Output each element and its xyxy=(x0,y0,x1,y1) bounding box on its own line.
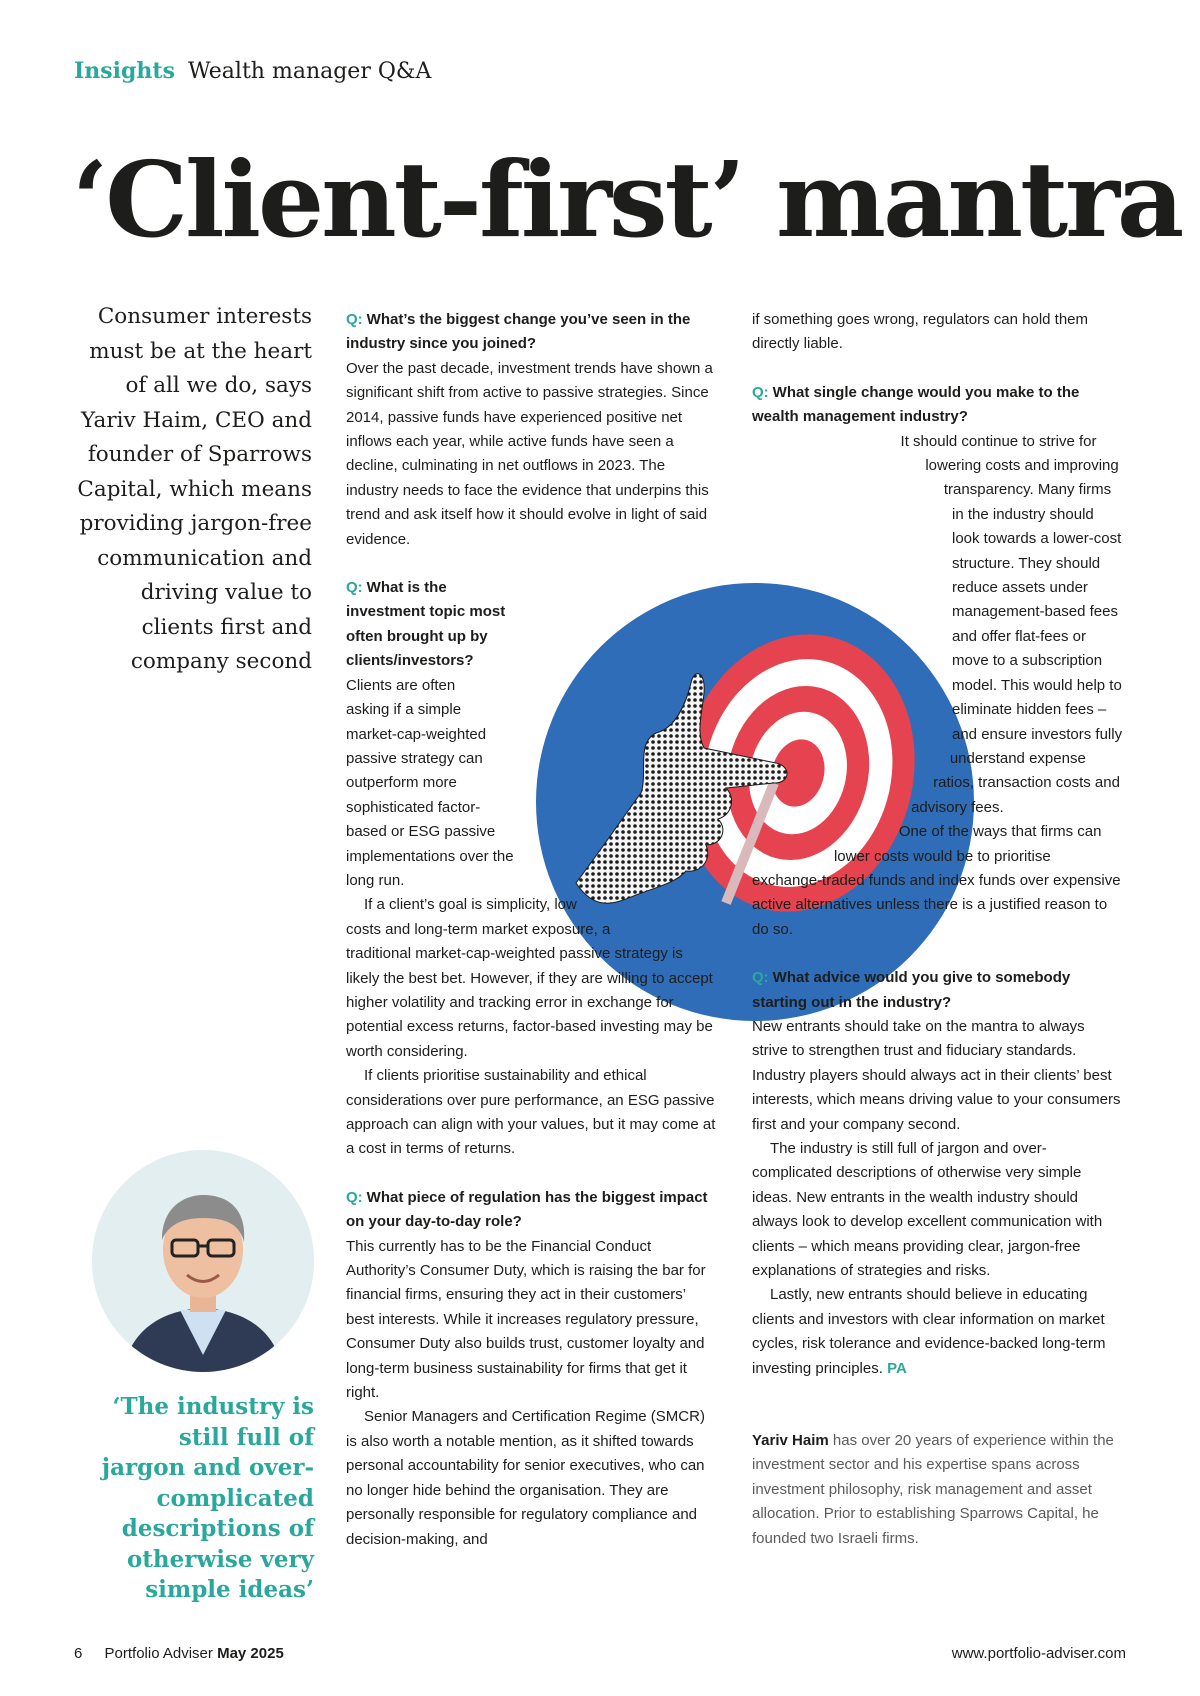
question-text: What piece of regulation has the biggest impact on your day-to-day role? xyxy=(346,1188,708,1231)
page-title: ‘Client-first’ mantra xyxy=(72,138,1182,261)
answer-paragraph: One of the ways that firms can lower costs would be to prioritise exchange-traded funds and index funds over expensive active alternatives unless there is a justified reason to do so. xyxy=(752,823,1121,938)
answer-paragraph: if something goes wrong, regulators can hold them directly liable. xyxy=(752,311,1089,353)
section-label: Insights xyxy=(74,58,175,84)
q-label: Q: xyxy=(346,1188,363,1206)
standfirst: Consumer interests must be at the heart of all we do, says Yariv Haim, CEO and founder of Sparrows Capital, which means providing jargon-free communication and driving value to clients first and company second xyxy=(77,304,312,674)
question-heading xyxy=(752,966,1124,1015)
page-number: 6 xyxy=(74,1645,83,1662)
q-label: Q: xyxy=(752,969,769,987)
article-column-right xyxy=(752,308,1124,1551)
publication-name: Portfolio Adviser xyxy=(104,1645,213,1662)
issue-date: May 2025 xyxy=(217,1645,284,1662)
answer-paragraph: New entrants should take on the mantra to always strive to strengthen trust and fiduciary standards. Industry players should always act in their clients’ best interests, which means driving value to your consumers first and your company second. xyxy=(752,1017,1121,1133)
answer-paragraph: Clients are often asking if a simple market-cap-weighted passive strategy can outperform more sophisticated factor-based or ESG passive implementations over the long run. xyxy=(346,676,514,889)
q-label: Q: xyxy=(752,383,769,401)
portrait-illustration xyxy=(92,1150,314,1372)
question-text: What single change would you make to the wealth management industry? xyxy=(752,383,1080,426)
answer-paragraph: The industry is still full of jargon and over-complicated descriptions of otherwise very simple ideas. New entrants in the wealth industry should always look to develop excellent communication with clients – which means providing clear, jargon-free explanations of strategies and risks. xyxy=(752,1140,1103,1280)
question-heading xyxy=(752,381,1124,430)
footer-url[interactable]: www.portfolio-adviser.com xyxy=(951,1645,1126,1662)
signoff-initials: PA xyxy=(887,1359,907,1377)
q-label: Q: xyxy=(346,579,363,597)
subsection-label: Wealth manager Q&A xyxy=(187,59,432,84)
answer-paragraph: If clients prioritise sustainability and ethical considerations over pure performance, an ESG passive approach can align with your values, but it may come at a cost in terms of returns. xyxy=(346,1067,716,1158)
question-heading xyxy=(346,308,718,357)
author-avatar xyxy=(92,1150,314,1372)
page-footer xyxy=(74,1645,284,1662)
answer-paragraph xyxy=(752,1283,1124,1381)
author-bio-text: has over 20 years of experience within the investment sector and his expertise spans across investment philosophy, risk management and asset allocation. Prior to establishing Sparrows Capital, he founded two Israeli firms. xyxy=(752,1432,1114,1547)
question-text: What’s the biggest change you’ve seen in the industry since you joined? xyxy=(346,311,691,353)
answer-text: Lastly, new entrants should believe in educating clients and investors with clear information on market cycles, risk tolerance and evidence-backed long-term investing principles. xyxy=(752,1286,1106,1377)
q-label: Q: xyxy=(346,311,363,328)
question-text: What advice would you give to somebody starting out in the industry? xyxy=(752,969,1071,1011)
answer-paragraph: If a client’s goal is simplicity, low costs and long-term market exposure, a traditional market-cap-weighted passive strategy is likely the best bet. However, if they are willing to accept higher volatility and tracking error in exchange for potential excess returns, factor-based investing may be worth considering. xyxy=(346,896,713,1060)
section-kicker xyxy=(74,58,431,84)
answer-paragraph: Over the past decade, investment trends have shown a significant shift from active to passive strategies. Since 2014, passive funds have experienced positive net inflows each year, while active funds have seen a decline, culminating in net outflows in 2023. The industry needs to face the evidence that underpins this trend and ask itself how it should evolve in light of said evidence. xyxy=(346,359,713,548)
answer-paragraph: Senior Managers and Certification Regime (SMCR) is also worth a notable mention, as it shifted towards personal accountability for senior executives, who can no longer hide behind the organisation. They are personally responsible for regulatory compliance and decision-making, and xyxy=(346,1408,705,1548)
article-column-left xyxy=(346,308,718,1552)
answer-paragraph: It should continue to strive for lowering costs and improving transparency. Many firms in the industry should look towards a lower-cost structure. They should reduce assets under management-based fees and offer flat-fees or move to a subscription model. This would help to eliminate hidden fees – and ensure investors fully understand expense ratios, transaction costs and advisory fees. xyxy=(900,432,1123,816)
answer-paragraph: This currently has to be the Financial Conduct Authority’s Consumer Duty, which is raising the bar for financial firms, ensuring they act in their customers’ best interests. While it increases regulatory pressure, Consumer Duty also builds trust, customer loyalty and long-term business sustainability for firms that get it right. xyxy=(346,1237,706,1402)
pull-quote: ‘The industry is still full of jargon and over-complicated descriptions of otherwise very simple ideas’ xyxy=(101,1393,314,1603)
question-text: What is the investment topic most often brought up by clients/investors? xyxy=(346,579,506,670)
author-bio xyxy=(752,1429,1124,1551)
author-name: Yariv Haim xyxy=(752,1432,829,1450)
question-heading xyxy=(346,1186,718,1235)
